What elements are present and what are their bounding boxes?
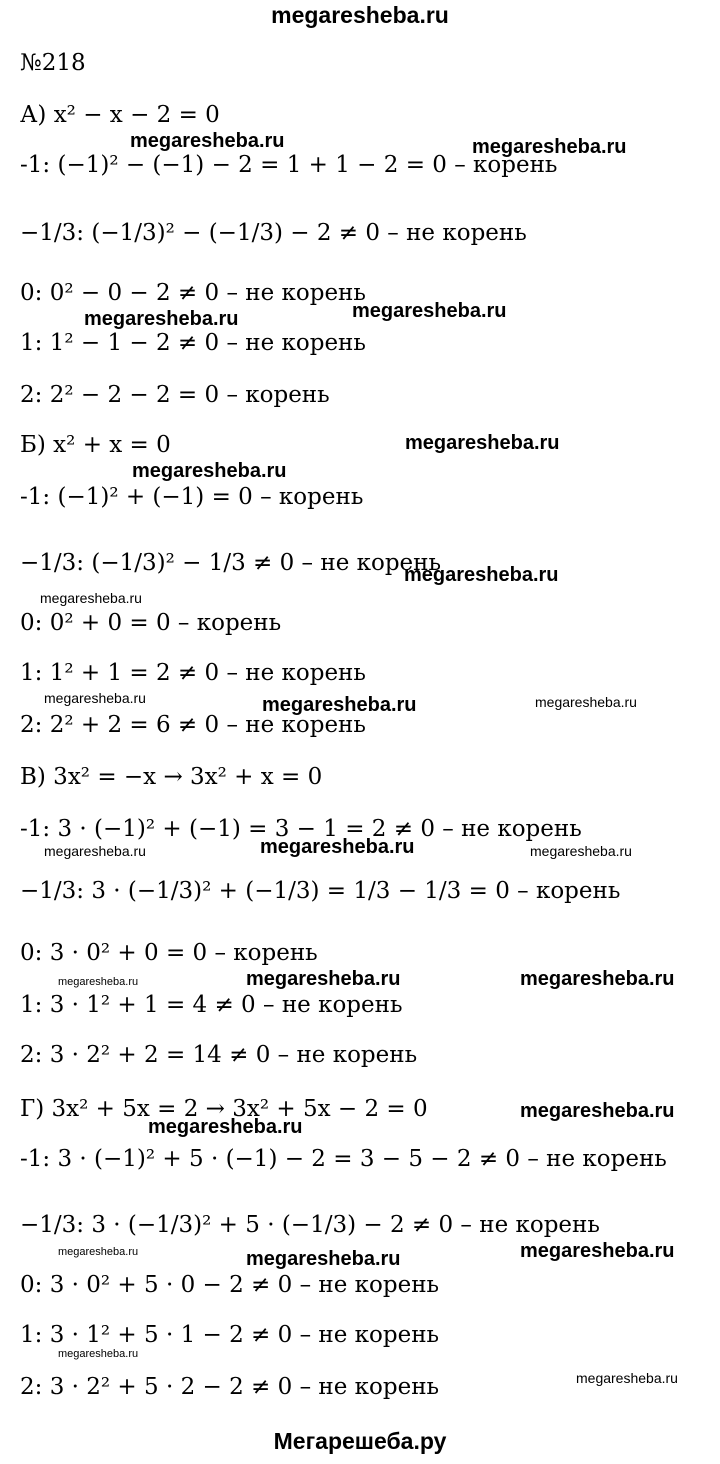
solution-line: 1: 1² + 1 = 2 ≠ 0 – не корень [20,660,366,686]
watermark: megaresheba.ru [58,976,139,988]
watermark: megaresheba.ru [58,1246,139,1258]
solution-line: 1: 1² − 1 − 2 ≠ 0 – не корень [20,330,366,356]
solution-line: 1: 3 · 1² + 1 = 4 ≠ 0 – не корень [20,992,403,1018]
watermark: megaresheba.ru [44,690,146,706]
part-g-equation: Г) 3x² + 5x = 2 → 3x² + 5x − 2 = 0 [20,1096,428,1122]
solution-line: 0: 0² − 0 − 2 ≠ 0 – не корень [20,280,366,306]
watermark: megaresheba.ru [246,1248,401,1270]
solution-line: −1/3: (−1/3)² − (−1/3) − 2 ≠ 0 – не корень [20,220,527,246]
solution-line: 2: 3 · 2² + 5 · 2 − 2 ≠ 0 – не корень [20,1374,440,1400]
watermark: megaresheba.ru [576,1370,678,1386]
solution-line: -1: (−1)² + (−1) = 0 – корень [20,484,364,510]
watermark: megaresheba.ru [535,694,637,710]
solution-line: -1: 3 · (−1)² + 5 · (−1) − 2 = 3 − 5 − 2 ≠ 0 – не корень [20,1146,667,1172]
watermark: megaresheba.ru [44,843,146,859]
watermark: megaresheba.ru [246,968,401,990]
watermark: megaresheba.ru [404,564,559,586]
solution-line: 2: 3 · 2² + 2 = 14 ≠ 0 – не корень [20,1042,418,1068]
solution-line: 2: 2² + 2 = 6 ≠ 0 – не корень [20,712,366,738]
part-a-equation: А) x² − x − 2 = 0 [20,102,220,128]
watermark: megaresheba.ru [472,136,627,158]
watermark: megaresheba.ru [262,694,417,716]
watermark: megaresheba.ru [130,130,285,152]
watermark: megaresheba.ru [132,460,287,482]
watermark: megaresheba.ru [520,1240,675,1262]
part-b-equation: Б) x² + x = 0 [20,432,171,458]
site-header: megaresheba.ru [271,2,449,28]
solution-line: -1: (−1)² − (−1) − 2 = 1 + 1 − 2 = 0 – корень [20,152,558,178]
watermark: megaresheba.ru [84,308,239,330]
watermark: megaresheba.ru [260,836,415,858]
solution-line: −1/3: (−1/3)² − 1/3 ≠ 0 – не корень [20,550,442,576]
watermark: megaresheba.ru [405,432,560,454]
solution-line: -1: 3 · (−1)² + (−1) = 3 − 1 = 2 ≠ 0 – не корень [20,816,582,842]
watermark: megaresheba.ru [352,300,507,322]
watermark: megaresheba.ru [58,1348,139,1360]
solution-line: −1/3: 3 · (−1/3)² + (−1/3) = 1/3 − 1/3 = 0 – корень [20,878,621,904]
watermark: megaresheba.ru [148,1116,303,1138]
site-footer: Мегарешеба.ру [273,1428,447,1454]
solution-line: 0: 3 · 0² + 5 · 0 − 2 ≠ 0 – не корень [20,1272,440,1298]
part-v-equation: В) 3x² = −x → 3x² + x = 0 [20,764,323,790]
watermark: megaresheba.ru [40,590,142,606]
watermark: megaresheba.ru [530,843,632,859]
solution-line: 1: 3 · 1² + 5 · 1 − 2 ≠ 0 – не корень [20,1322,440,1348]
watermark: megaresheba.ru [520,968,675,990]
solution-line: −1/3: 3 · (−1/3)² + 5 · (−1/3) − 2 ≠ 0 – не корень [20,1212,600,1238]
problem-number: №218 [20,50,86,76]
solution-line: 2: 2² − 2 − 2 = 0 – корень [20,382,330,408]
watermark: megaresheba.ru [520,1100,675,1122]
solution-line: 0: 3 · 0² + 0 = 0 – корень [20,940,318,966]
solution-line: 0: 0² + 0 = 0 – корень [20,610,282,636]
